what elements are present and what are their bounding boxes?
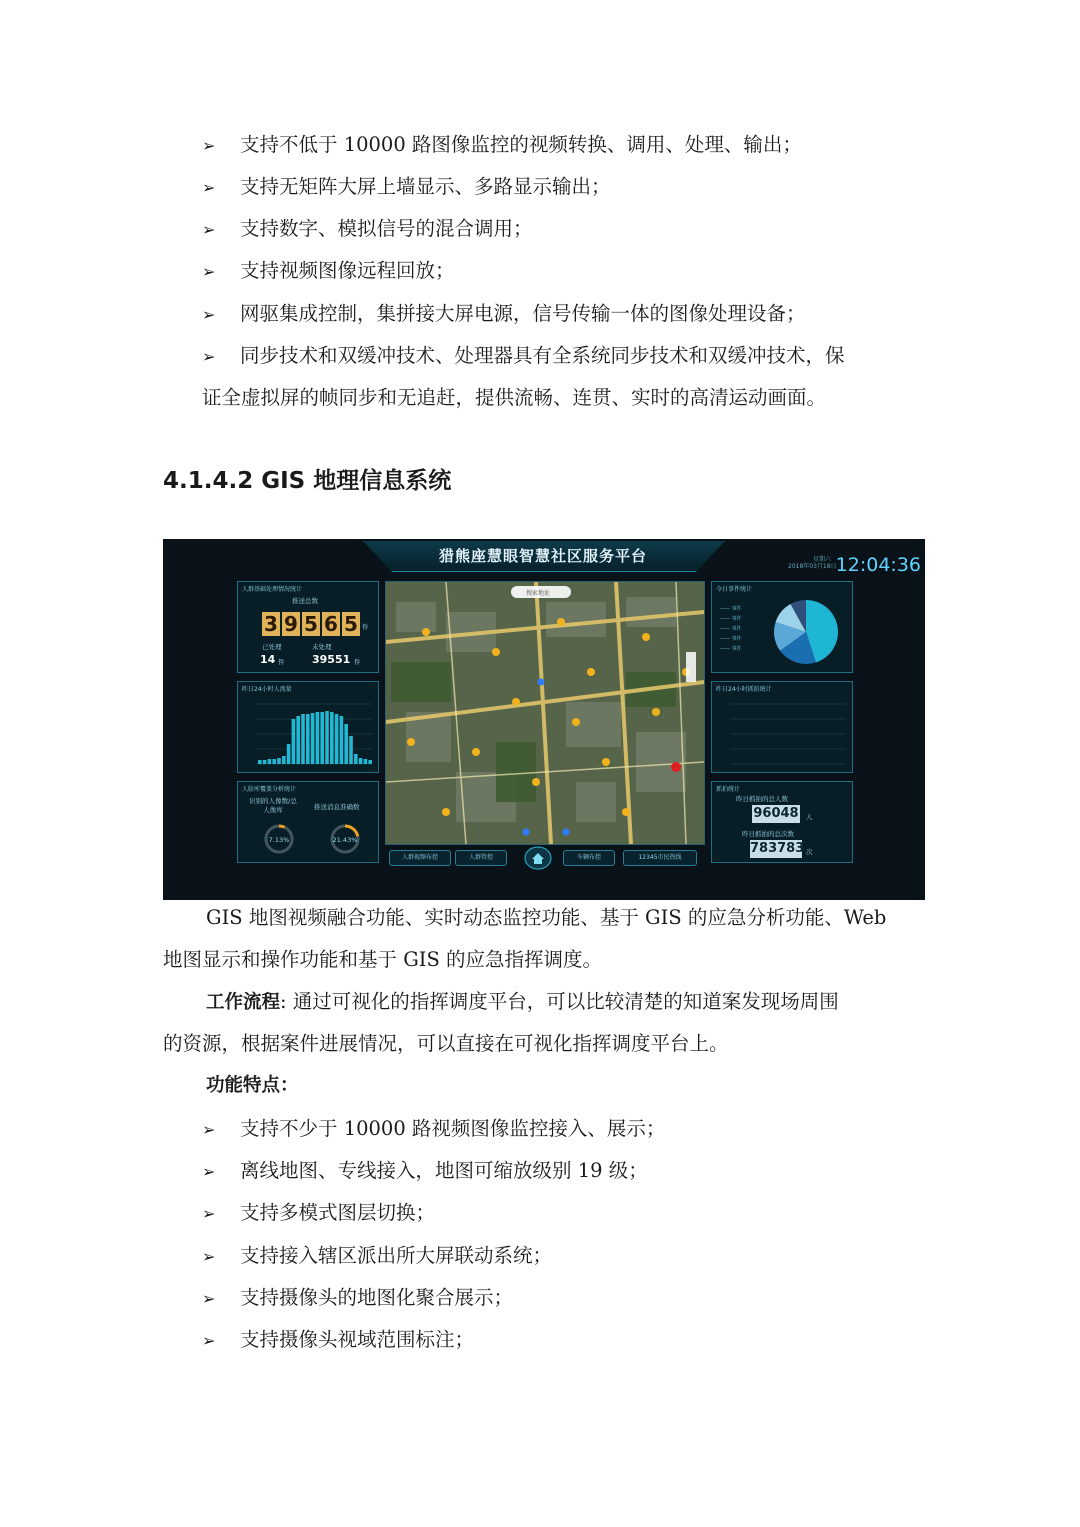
panel-title: 昨日24小时抓拍统计 <box>716 686 772 693</box>
times-count: 783783 <box>750 841 805 856</box>
counter-digit: 6 <box>322 612 340 636</box>
counter-digit: 5 <box>302 612 320 636</box>
list-item: ➢ 支持接入辖区派出所大屏联动系统； <box>202 1235 552 1278</box>
list-item: ➢ 支持数字、模拟信号的混合调用； <box>202 208 533 251</box>
workflow-label: 工作流程 <box>206 992 281 1013</box>
accuracy-label: 推送消息准确数 <box>314 803 360 811</box>
panel-title: 今日事件统计 <box>716 586 753 593</box>
processed-value: 14 <box>260 653 276 666</box>
legend-item: —— 事件 <box>720 616 742 622</box>
legend-item: —— 事件 <box>720 606 742 612</box>
crowd-bar <box>359 758 363 764</box>
list-item: ➢ 支持不少于 10000 路视频图像监控接入、展示； <box>202 1108 665 1151</box>
paragraph-line: 地图显示和操作功能和基于 GIS 的应急指挥调度。 <box>163 948 603 971</box>
gis-map[interactable] <box>385 581 705 845</box>
list-item: ➢ 离线地图、专线接入，地图可缩放级别 19 级； <box>202 1150 648 1193</box>
list-item: ➢ 网驱集成控制，集拼接大屏电源，信号传输一体的图像处理设备； <box>202 293 806 336</box>
arrow-bullet-icon: ➢ <box>202 1204 216 1223</box>
features-label: 功能特点： <box>206 1075 299 1096</box>
crowd-flow-chart <box>242 694 374 770</box>
crowd-bar <box>340 716 344 764</box>
clock: 12:04:36 <box>835 554 921 576</box>
counter-digit: 3 <box>262 612 280 636</box>
crowd-bar <box>296 716 300 764</box>
people-label: 昨日抓拍的总人数 <box>736 795 788 803</box>
counter-unit: 件 <box>362 623 369 631</box>
arrow-bullet-icon: ➢ <box>202 347 216 366</box>
crowd-bar <box>364 759 368 764</box>
arrow-bullet-icon: ➢ <box>202 1120 216 1139</box>
arrow-bullet-icon: ➢ <box>202 1247 216 1266</box>
map-canvas <box>386 582 704 844</box>
list-item: ➢ 支持多模式图层切换； <box>202 1192 435 1235</box>
panel-title: 人群基础处理情况统计 <box>242 586 303 593</box>
list-item: ➢ 支持无矩阵大屏上墙显示、多路显示输出； <box>202 166 611 209</box>
capture-hourly-chart <box>716 694 848 770</box>
arrow-bullet-icon: ➢ <box>202 178 216 197</box>
bullet-continuation: 证全虚拟屏的帧同步和无追赶，提供流畅、连贯、实时的高清运动画面。 <box>202 386 827 409</box>
counter-digit: 5 <box>342 612 360 636</box>
panel-title: 昨日24小时人流量 <box>242 686 292 693</box>
counter-digit: 9 <box>282 612 300 636</box>
unprocessed-label: 未处理 <box>312 643 332 651</box>
crowd-bar <box>320 712 324 764</box>
arrow-bullet-icon: ➢ <box>202 1331 216 1350</box>
crowd-flow-panel <box>237 681 379 773</box>
arrow-bullet-icon: ➢ <box>202 1162 216 1181</box>
processed-label: 已处理 <box>262 643 282 651</box>
arrow-bullet-icon: ➢ <box>202 1289 216 1308</box>
capture-hourly-panel <box>711 681 853 773</box>
list-item: ➢ 支持视频图像远程回放； <box>202 250 455 293</box>
crowd-bar <box>272 759 276 764</box>
dashboard-screenshot <box>163 539 925 900</box>
crowd-bar <box>349 736 353 764</box>
nav-crowd-video-button[interactable]: 人群视频布控 <box>389 850 451 866</box>
event-stats-panel <box>711 581 853 673</box>
unprocessed-value: 39551 <box>312 653 351 666</box>
face-coverage-panel <box>237 781 379 863</box>
times-label: 昨日抓拍的总次数 <box>742 830 794 838</box>
nav-hotline-button[interactable]: 12345市民热线 <box>623 850 697 866</box>
paragraph-line: GIS 地图视频融合功能、实时动态监控功能、基于 GIS 的应急分析功能、Web <box>206 906 887 929</box>
panel-title: 人脸库覆盖分析统计 <box>242 786 297 793</box>
legend-item: —— 事件 <box>720 626 742 632</box>
map-search-input[interactable]: 搜索地址 <box>526 590 551 597</box>
crowd-bar <box>344 724 348 764</box>
crowd-bar <box>335 714 339 764</box>
weekday: 星期六 <box>813 556 832 563</box>
accuracy-value: 21.43% <box>332 836 358 844</box>
event-pie-chart <box>770 596 842 668</box>
crowd-bar <box>311 713 315 764</box>
people-unit: 人 <box>806 813 813 821</box>
push-total-label: 推送总数 <box>292 597 318 605</box>
crowd-bar <box>287 744 291 764</box>
list-item: ➢ 同步技术和双缓冲技术、处理器具有全系统同步技术和双缓冲技术，保 <box>202 335 845 378</box>
face-ratio-value: 7.13% <box>268 836 290 844</box>
crowd-bar <box>263 760 267 764</box>
push-stats-panel <box>237 581 379 673</box>
list-item: ➢ 支持摄像头的地图化聚合展示； <box>202 1277 513 1320</box>
dashboard-title: 猎熊座慧眼智慧社区服务平台 <box>438 547 647 565</box>
crowd-bar <box>282 756 286 764</box>
times-unit: 次 <box>806 848 813 856</box>
crowd-bar <box>292 719 296 764</box>
push-total-counter <box>262 612 362 636</box>
crowd-bar <box>316 712 320 764</box>
nav-vehicle-control-button[interactable]: 车辆布控 <box>563 850 615 866</box>
crowd-bar <box>325 711 329 764</box>
crowd-bar <box>277 758 281 764</box>
list-item: ➢ 支持摄像头视域范围标注； <box>202 1319 474 1362</box>
date: 2018年03月18日 <box>788 563 837 570</box>
legend-item: —— 事件 <box>720 636 742 642</box>
paragraph-line: 的资源，根据案件进展情况，可以直接在可视化指挥调度平台上。 <box>163 1032 729 1055</box>
crowd-bar <box>258 760 262 764</box>
people-count: 96048 <box>753 806 799 821</box>
arrow-bullet-icon: ➢ <box>202 220 216 239</box>
arrow-bullet-icon: ➢ <box>202 305 216 324</box>
processed-unit: 件 <box>278 658 285 666</box>
capture-stats-panel <box>711 781 853 863</box>
crowd-bar <box>354 754 358 764</box>
arrow-bullet-icon: ➢ <box>202 262 216 281</box>
workflow-paragraph: 工作流程: 通过可视化的指挥调度平台，可以比较清楚的知道案发现场周围 <box>206 990 839 1013</box>
crowd-bar <box>301 714 305 764</box>
crowd-bar <box>368 760 372 764</box>
crowd-bar <box>268 759 272 764</box>
home-icon[interactable] <box>523 845 553 871</box>
list-item: ➢ 支持不低于 10000 路图像监控的视频转换、调用、处理、输出； <box>202 124 802 167</box>
crowd-bar <box>330 712 334 764</box>
arrow-bullet-icon: ➢ <box>202 136 216 155</box>
section-heading: 4.1.4.2 GIS 地理信息系统 <box>163 468 452 494</box>
face-ratio-label: 识别的人像数/总人像库 <box>249 797 297 814</box>
nav-crowd-control-button[interactable]: 人群管控 <box>455 850 507 866</box>
crowd-bar <box>306 714 310 764</box>
pie-legend <box>720 604 742 654</box>
unprocessed-unit: 件 <box>354 658 361 666</box>
legend-item: —— 事件 <box>720 646 742 652</box>
panel-title: 抓拍统计 <box>716 786 741 793</box>
